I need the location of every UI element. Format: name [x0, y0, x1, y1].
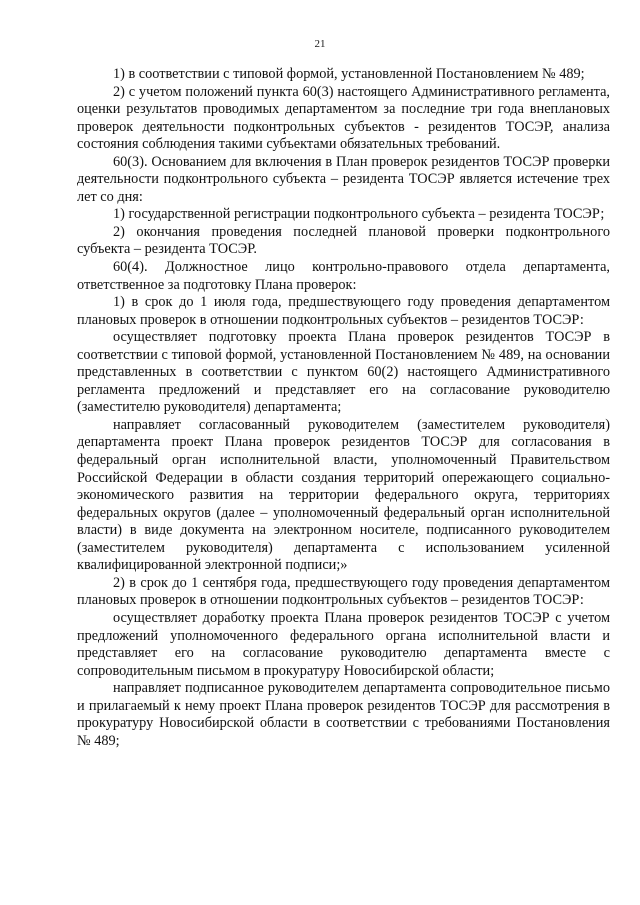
- paragraph: 1) государственной регистрации подконтрольного субъекта – резидента ТОСЭР;: [113, 206, 605, 223]
- paragraph: 1) в соответствии с типовой формой, установленной Постановлением № 489;: [113, 66, 585, 82]
- document-body: [77, 66, 610, 750]
- paragraph: 60(4). Должностное лицо контрольно-правового отдела департамента, ответственное за подготовку Плана проверок:: [77, 259, 610, 293]
- paragraph: 60(3). Основанием для включения в План проверок резидентов ТОСЭР проверки деятельности подконтрольного субъекта – резидента ТОСЭР является истечение трех лет со дня:: [77, 153, 610, 205]
- paragraph: осуществляет подготовку проекта Плана проверок резидентов ТОСЭР в соответствии с типовой формой, установленной Постановлением № 489, на основании представленных в соответствии с пунктом 60(2) настоящего Административного регламента предложений и представляет его на согласование руководителю (заместителю руководителя) департамента;: [77, 329, 610, 416]
- paragraph: 1) в срок до 1 июля года, предшествующего году проведения департаментом плановых проверок в отношении подконтрольных субъектов – резидентов ТОСЭР:: [77, 294, 610, 328]
- paragraph: 2) окончания проведения последней плановой проверки подконтрольного субъекта – резидента ТОСЭР.: [77, 223, 610, 258]
- paragraph: 2) в срок до 1 сентября года, предшествующего году проведения департаментом плановых проверок в отношении подконтрольных субъектов – резидентов ТОСЭР:: [77, 574, 610, 609]
- paragraph: направляет подписанное руководителем департамента сопроводительное письмо и прилагаемый к нему проект Плана проверок резидентов ТОСЭР для рассмотрения в прокуратуру Новосибирской области в соответствии с требованиями Постановления № 489;: [77, 680, 610, 749]
- paragraph: 2) с учетом положений пункта 60(3) настоящего Административного регламента, оценки результатов проводимых департаментом за последние три года внеплановых проверок деятельности подконтрольных субъектов - резидентов ТОСЭР, анализа состояния соблюдения такими субъектами обязательных требований.: [77, 83, 610, 153]
- paragraph: направляет согласованный руководителем (заместителем руководителя) департамента проект Плана проверок резидентов ТОСЭР для согласования в федеральный орган исполнительной власти, уполномоченный Правительством Российской Федерации в области создания территорий опережающего социально-экономического развития на территории федерального округа, территориях федеральных округов (далее – уполномоченный федеральный орган исполнительной власти) в виде документа на электронном носителе, подписанного руководителем (заместителем руководителя) департамента с использованием усиленной квалифицированной электронной подписи;»: [77, 416, 610, 574]
- paragraph: осуществляет доработку проекта Плана проверок резидентов ТОСЭР с учетом предложений уполномоченного федерального органа исполнительной власти и представляет его на согласование руководителю департамента вместе с сопроводительным письмом в прокуратуру Новосибирской области;: [77, 609, 610, 679]
- page-number: 21: [314, 38, 326, 50]
